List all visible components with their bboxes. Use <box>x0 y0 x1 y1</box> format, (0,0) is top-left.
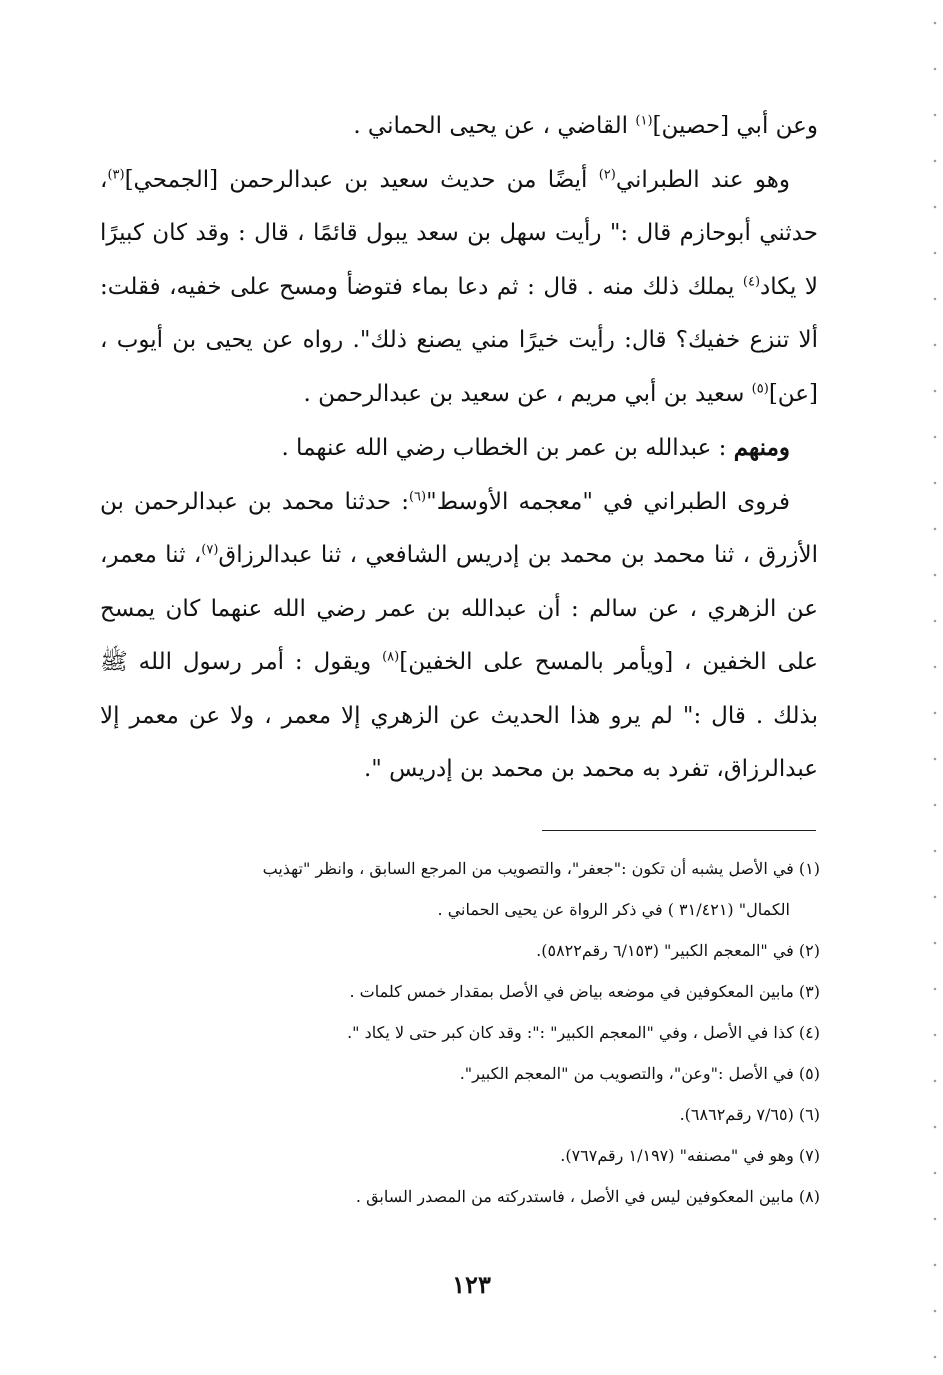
footnote-3: (٣) مابين المعكوفين في موضعه بياض في الأصل بمقدار خمس كلمات . <box>349 982 820 1001</box>
page-number: ١٢٣ <box>452 1270 491 1299</box>
footnote-4: (٤) كذا في الأصل ، وفي "المعجم الكبير" :": وقد كان كبر حتى لا يكاد ". <box>347 1023 820 1042</box>
footnote-5: (٥) في الأصل :"وعن"، والتصويب من "المعجم الكبير". <box>459 1064 820 1083</box>
footnote-separator <box>542 830 816 831</box>
footnote-7: (٧) وهو في "مصنفه" (١/١٩٧ رقم٧٦٧). <box>560 1146 820 1165</box>
paragraph-3-lead: ومنهم <box>733 434 790 461</box>
paragraph-2-text-d: يملك ذلك منه . قال : ثم دعا بماء فتوضأ ومسح على خفيه، فقلت: ألا تنزع خفيك؟ قال: رأيت خيرًا مني يصنع ذلك". رواه عن يحيى بن أيوب ، [عن] <box>100 273 818 407</box>
paragraph-2-text-c: ، حدثني أبوحازم قال :" رأيت سهل بن سعد يبول قائمًا ، قال : وقد كان كبيرًا لا يكاد <box>100 166 818 300</box>
paragraph-2 <box>100 154 818 422</box>
paragraph-4-text-d: ويقول : أمر رسول الله ﷺ بذلك . قال :" لم يرو هذا الحديث عن الزهري إلا معمر ، ولا عن معمر إلا عبدالرزاق، تفرد به محمد بن محمد بن إدريس ". <box>100 649 818 782</box>
footnote-ref-3: (٣) <box>107 166 125 182</box>
footnote-ref-7: (٧) <box>201 542 219 558</box>
page-edge-dots <box>933 0 937 1375</box>
paragraph-2-text-b: أيضًا من حديث سعيد بن عبدالرحمن [الجمحي] <box>124 166 599 193</box>
paragraph-2-text-e: سعيد بن أبي مريم ، عن سعيد بن عبدالرحمن . <box>303 380 752 407</box>
paragraph-4-text-a: فروى الطبراني في "معجمه الأوسط" <box>426 488 790 515</box>
footnote-8: (٨) مابين المعكوفين ليس في الأصل ، فاستدركته من المصدر السابق . <box>355 1187 820 1206</box>
paragraph-4-text-b: : حدثنا محمد بن عبدالرحمن بن الأزرق ، ثنا محمد بن محمد بن إدريس الشافعي ، ثنا عبدالرزاق <box>100 488 818 568</box>
footnote-1: (١) في الأصل يشبه أن تكون :"جعفر"، والتصويب من المرجع السابق ، وانظر "تهذيب <box>262 859 820 878</box>
paragraph-3 <box>100 421 818 476</box>
paragraph-1-tail: القاضي ، عن يحيى الحماني . <box>353 113 636 139</box>
main-text <box>100 100 818 797</box>
footnote-2: (٢) في "المعجم الكبير" (٦/١٥٣ رقم٥٨٢٢). <box>536 941 820 960</box>
footnote-ref-5: (٥) <box>751 380 769 396</box>
paragraph-4 <box>100 476 818 797</box>
footnotes <box>100 848 820 1217</box>
paragraph-3-text: : عبدالله بن عمر بن الخطاب رضي الله عنهما . <box>281 435 734 461</box>
paragraph-1 <box>100 100 818 154</box>
footnote-ref-1: (١) <box>635 113 653 129</box>
footnote-1-continued: الكمال" (٣١/٤٢١ ) في ذكر الرواة عن يحيى الحماني . <box>437 900 790 919</box>
footnote-ref-2: (٢) <box>598 166 616 182</box>
paragraph-4-text-c: ، ثنا معمر، عن الزهري ، عن سالم : أن عبدالله بن عمر رضي الله عنهما كان يمسح على الخفين ، [ويأمر بالمسح على الخفين] <box>100 542 818 675</box>
paragraph-2-text-a: وهو عند الطبراني <box>615 166 790 193</box>
footnote-6: (٦) (٧/٦٥ رقم٦٨٦٢). <box>679 1105 820 1124</box>
footnote-ref-8: (٨) <box>382 649 400 665</box>
footnote-ref-6: (٦) <box>408 488 427 504</box>
paragraph-1-text: وعن أبي [حصين] <box>652 113 818 139</box>
footnote-ref-4: (٤) <box>742 273 761 289</box>
